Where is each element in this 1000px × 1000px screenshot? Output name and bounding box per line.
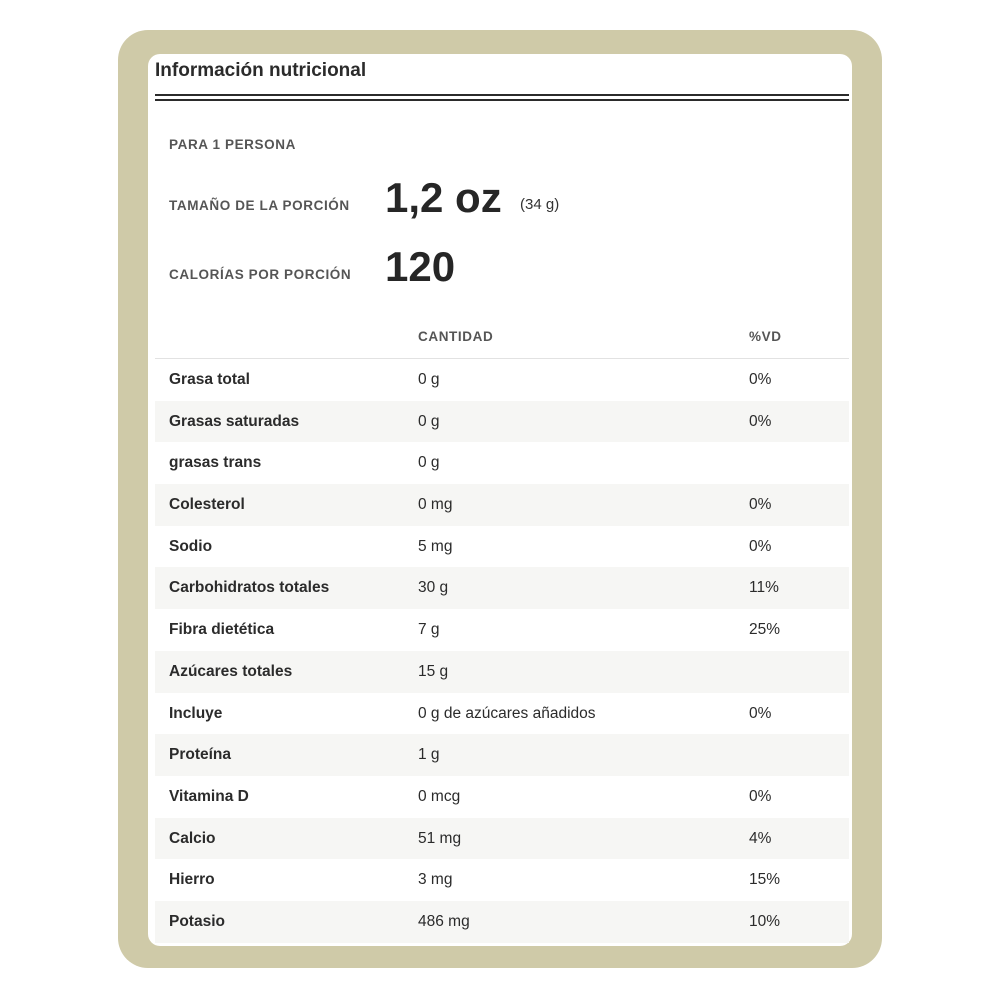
nutrient-dv: 10% xyxy=(749,912,781,930)
nutrient-name: Grasas saturadas xyxy=(169,412,300,430)
table-row xyxy=(155,776,849,818)
nutrient-dv: 4% xyxy=(749,829,772,847)
nutrient-amount: 0 g xyxy=(418,412,440,430)
nutrient-dv: 0% xyxy=(749,704,772,722)
nutrient-amount: 0 mcg xyxy=(418,787,461,805)
nutrient-amount: 15 g xyxy=(418,662,449,680)
nutrient-name: Colesterol xyxy=(169,496,245,514)
table-row xyxy=(155,359,849,401)
calories-label: CALORÍAS POR PORCIÓN xyxy=(169,267,352,282)
nutrient-dv: 11% xyxy=(749,579,779,597)
nutrient-amount: 0 g xyxy=(418,454,440,472)
table-row xyxy=(155,734,849,776)
table-row xyxy=(155,401,849,443)
nutrient-name: Incluye xyxy=(169,704,223,722)
nutrient-amount: 0 g de azúcares añadidos xyxy=(418,704,596,722)
amount-column-header: CANTIDAD xyxy=(418,329,494,344)
table-row xyxy=(155,609,849,651)
table-row xyxy=(155,484,849,526)
nutrient-table xyxy=(155,359,849,943)
title-divider-bottom xyxy=(155,99,849,101)
nutrient-dv: 0% xyxy=(749,787,772,805)
servings-label: PARA 1 PERSONA xyxy=(169,137,296,152)
calories-value: 120 xyxy=(385,243,456,290)
nutrient-amount: 7 g xyxy=(418,621,440,639)
nutrient-name: Vitamina D xyxy=(169,787,249,805)
title-divider-top xyxy=(155,94,849,96)
nutrient-amount: 3 mg xyxy=(418,871,453,889)
table-row xyxy=(155,567,849,609)
nutrient-name: Proteína xyxy=(169,746,232,764)
nutrient-name: Potasio xyxy=(169,912,225,930)
table-row xyxy=(155,651,849,693)
nutrient-name: Grasa total xyxy=(169,371,250,388)
nutrient-dv: 15% xyxy=(749,871,781,889)
serving-size-grams: (34 g) xyxy=(520,196,560,213)
nutrient-amount: 5 mg xyxy=(418,537,453,555)
nutrient-name: Calcio xyxy=(169,829,216,847)
nutrient-name: Carbohidratos totales xyxy=(169,579,330,597)
table-row xyxy=(155,818,849,860)
serving-size-value: 1,2 oz xyxy=(385,174,502,221)
nutrient-amount: 0 mg xyxy=(418,496,453,514)
nutrient-amount: 0 g xyxy=(418,371,440,388)
table-row xyxy=(155,442,849,484)
nutrient-name: Hierro xyxy=(169,871,215,889)
nutrient-dv: 0% xyxy=(749,412,772,430)
nutrient-amount: 1 g xyxy=(418,746,440,764)
nutrient-amount: 30 g xyxy=(418,579,449,597)
dv-column-header: %VD xyxy=(749,329,782,344)
serving-size-label: TAMAÑO DE LA PORCIÓN xyxy=(169,198,350,213)
table-row xyxy=(155,859,849,901)
nutrient-name: Sodio xyxy=(169,537,213,555)
nutrient-name: Azúcares totales xyxy=(169,662,293,680)
nutrition-title: Información nutricional xyxy=(155,60,367,81)
table-row xyxy=(155,901,849,943)
table-row xyxy=(155,693,849,735)
table-row xyxy=(155,526,849,568)
nutrient-dv: 25% xyxy=(749,621,781,639)
nutrient-name: grasas trans xyxy=(169,454,262,472)
nutrient-amount: 486 mg xyxy=(418,912,470,930)
nutrient-dv: 0% xyxy=(749,496,772,514)
nutrient-amount: 51 mg xyxy=(418,829,462,847)
nutrient-name: Fibra dietética xyxy=(169,621,275,639)
nutrient-dv: 0% xyxy=(749,371,772,388)
nutrient-dv: 0% xyxy=(749,537,772,555)
